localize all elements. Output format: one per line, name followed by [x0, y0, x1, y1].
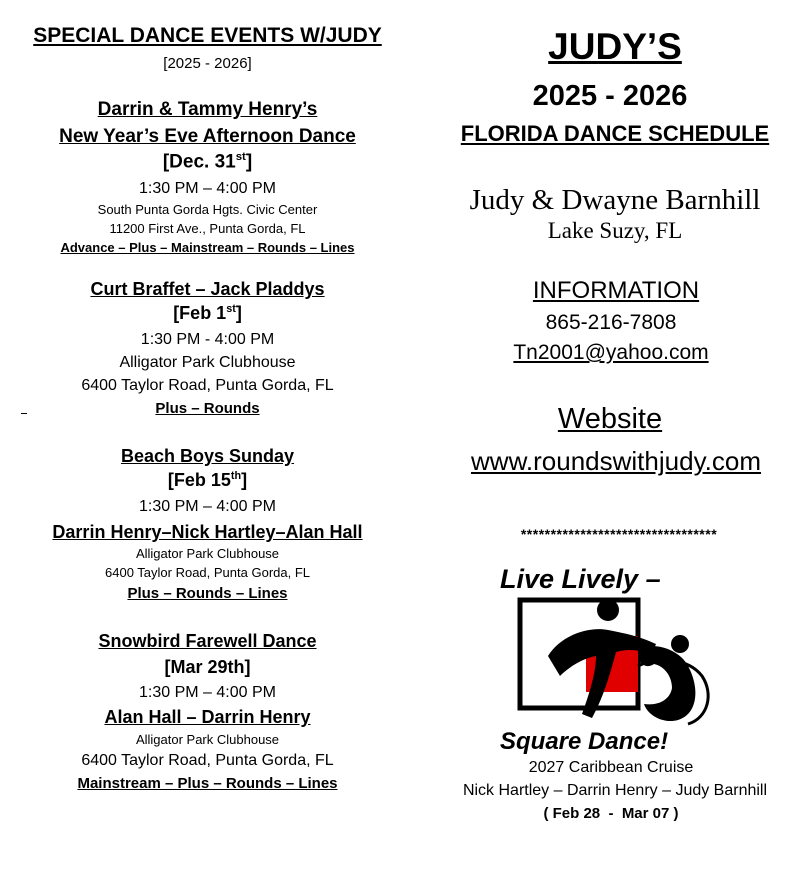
event-callers: Alan Hall – Darrin Henry	[104, 707, 311, 727]
stray-mark	[21, 413, 27, 414]
events-heading: SPECIAL DANCE EVENTS W/JUDY	[33, 24, 382, 47]
event-venue: Alligator Park Clubhouse	[135, 546, 280, 561]
event-address: 6400 Taylor Road, Punta Gorda, FL	[81, 377, 334, 394]
host-names: Judy & Dwayne Barnhill	[469, 184, 761, 216]
event-title: Darrin & Tammy Henry’s	[97, 99, 318, 120]
logo-top-text: Live Lively –	[500, 564, 661, 594]
event-levels: Mainstream – Plus – Rounds – Lines	[77, 775, 338, 792]
dancers-icon	[488, 596, 728, 726]
event-title: Beach Boys Sunday	[120, 446, 295, 466]
flyer-years: 2025 - 2026	[532, 80, 688, 112]
event-venue: Alligator Park Clubhouse	[119, 354, 296, 371]
event-time: 1:30 PM – 4:00 PM	[139, 498, 276, 515]
event-levels: Plus – Rounds	[155, 400, 260, 417]
event-time: 1:30 PM - 4:00 PM	[140, 331, 275, 348]
event-address: 6400 Taylor Road, Punta Gorda, FL	[81, 752, 334, 769]
website-heading: Website	[557, 403, 663, 435]
info-heading: INFORMATION	[532, 277, 700, 304]
event-time: 1:30 PM – 4:00 PM	[139, 180, 276, 197]
event-title: New Year’s Eve Afternoon Dance	[59, 126, 356, 147]
website-link[interactable]: www.roundswithjudy.com	[471, 446, 761, 476]
cruise-callers: Nick Hartley – Darrin Henry – Judy Barnhill	[462, 782, 768, 799]
flyer-subtitle: FLORIDA DANCE SCHEDULE	[460, 121, 770, 146]
host-location: Lake Suzy, FL	[547, 218, 683, 243]
event-date: [Feb 15th]	[167, 470, 248, 490]
event-time: 1:30 PM – 4:00 PM	[139, 684, 276, 701]
event-address: 11200 First Ave., Punta Gorda, FL	[109, 221, 306, 236]
event-address: 6400 Taylor Road, Punta Gorda, FL	[105, 565, 310, 580]
logo-bottom-text: Square Dance!	[500, 728, 669, 755]
event-venue: South Punta Gorda Hgts. Civic Center	[97, 202, 318, 217]
event-date: [Mar 29th]	[164, 657, 251, 677]
email-link[interactable]: Tn2001@yahoo.com	[513, 341, 709, 364]
flyer-title: JUDY’S	[548, 26, 682, 67]
event-venue: Alligator Park Clubhouse	[135, 732, 280, 747]
cruise-title: 2027 Caribbean Cruise	[528, 759, 694, 776]
square-dance-logo	[488, 562, 728, 762]
event-levels: Plus – Rounds – Lines	[127, 585, 288, 602]
event-levels: Advance – Plus – Mainstream – Rounds – Lines	[60, 240, 355, 255]
event-date: [Dec. 31st]	[162, 151, 253, 173]
cruise-dates: ( Feb 28 - Mar 07 )	[543, 805, 679, 822]
star-divider: *********************************	[520, 526, 718, 542]
event-date: [Feb 1st]	[173, 303, 242, 323]
event-title: Curt Braffet – Jack Pladdys	[90, 279, 325, 299]
event-title: Snowbird Farewell Dance	[98, 631, 317, 651]
event-callers: Darrin Henry–Nick Hartley–Alan Hall	[52, 522, 363, 542]
phone-number: 865-216-7808	[545, 311, 677, 334]
events-years: [2025 - 2026]	[163, 55, 252, 72]
